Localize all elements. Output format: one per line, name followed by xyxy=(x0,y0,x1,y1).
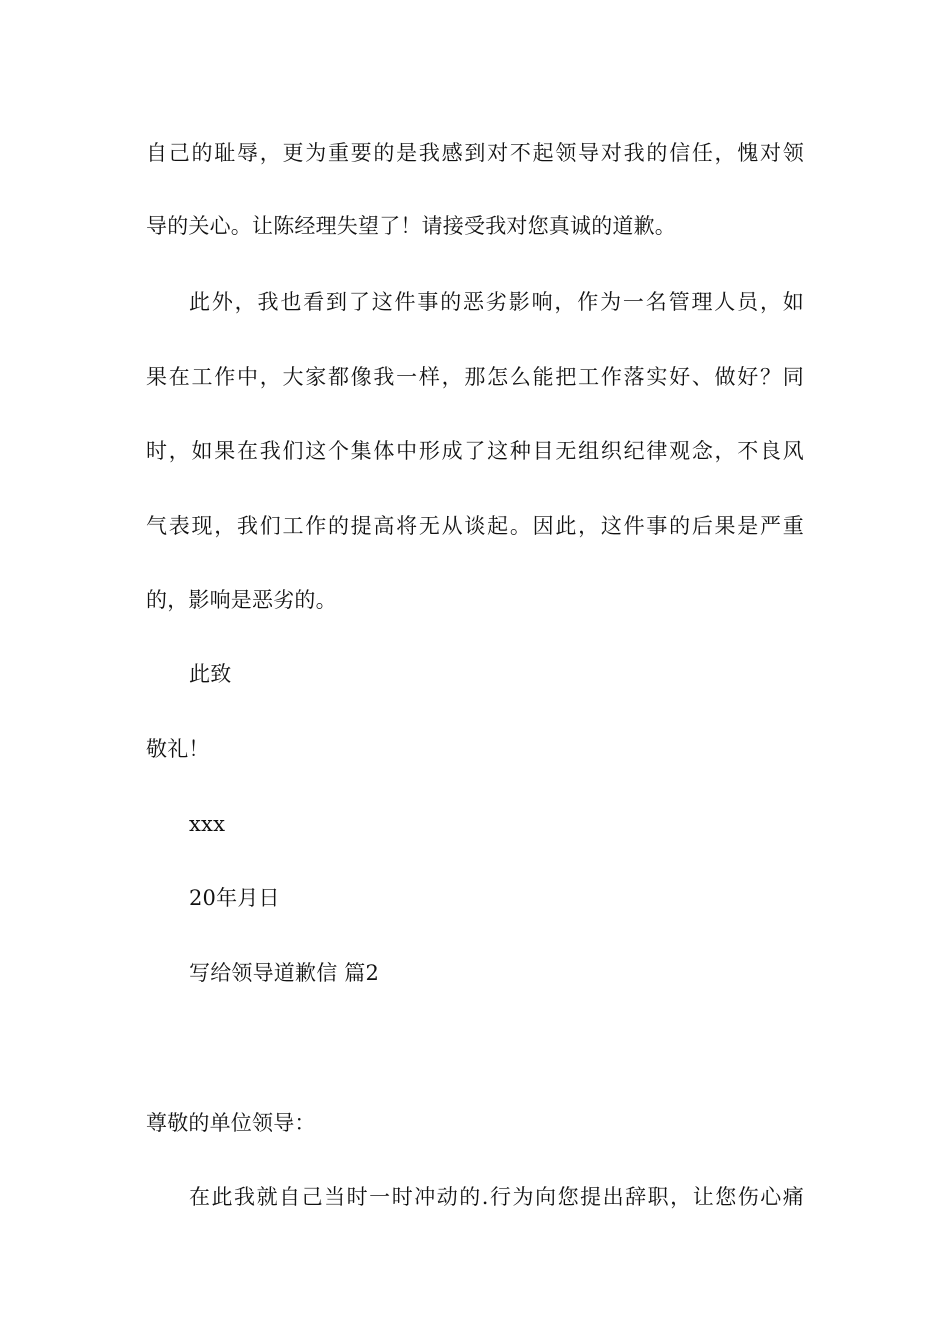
closing-cizhi: 此致 xyxy=(189,662,232,686)
salutation: 尊敬的单位领导： xyxy=(146,1111,316,1135)
paragraph-1-line-2: 导的关心。让陈经理失望了！请接受我对您真诚的道歉。 xyxy=(146,214,676,238)
closing-jingli: 敬礼！ xyxy=(146,737,210,761)
paragraph-2-line-4: 气表现，我们工作的提高将无从谈起。因此，这件事的后果是严重 xyxy=(146,514,804,538)
paragraph-2-line-5: 的，影响是恶劣的。 xyxy=(146,588,337,612)
date-line: 20年月日 xyxy=(189,886,280,910)
paragraph-1-line-1: 自己的耻辱，更为重要的是我感到对不起领导对我的信任，愧对领 xyxy=(146,141,804,165)
paragraph-2-line-3: 时，如果在我们这个集体中形成了这种目无组织纪律观念，不良风 xyxy=(146,439,804,463)
paragraph-2-line-1: 此外，我也看到了这件事的恶劣影响，作为一名管理人员，如 xyxy=(189,290,804,314)
section-title: 写给领导道歉信 篇2 xyxy=(189,961,380,985)
paragraph-3-line-1: 在此我就自己当时一时冲动的.行为向您提出辞职，让您伤心痛 xyxy=(189,1185,804,1209)
signature: xxx xyxy=(189,812,226,836)
paragraph-2-line-2: 果在工作中，大家都像我一样，那怎么能把工作落实好、做好？同 xyxy=(146,365,804,389)
